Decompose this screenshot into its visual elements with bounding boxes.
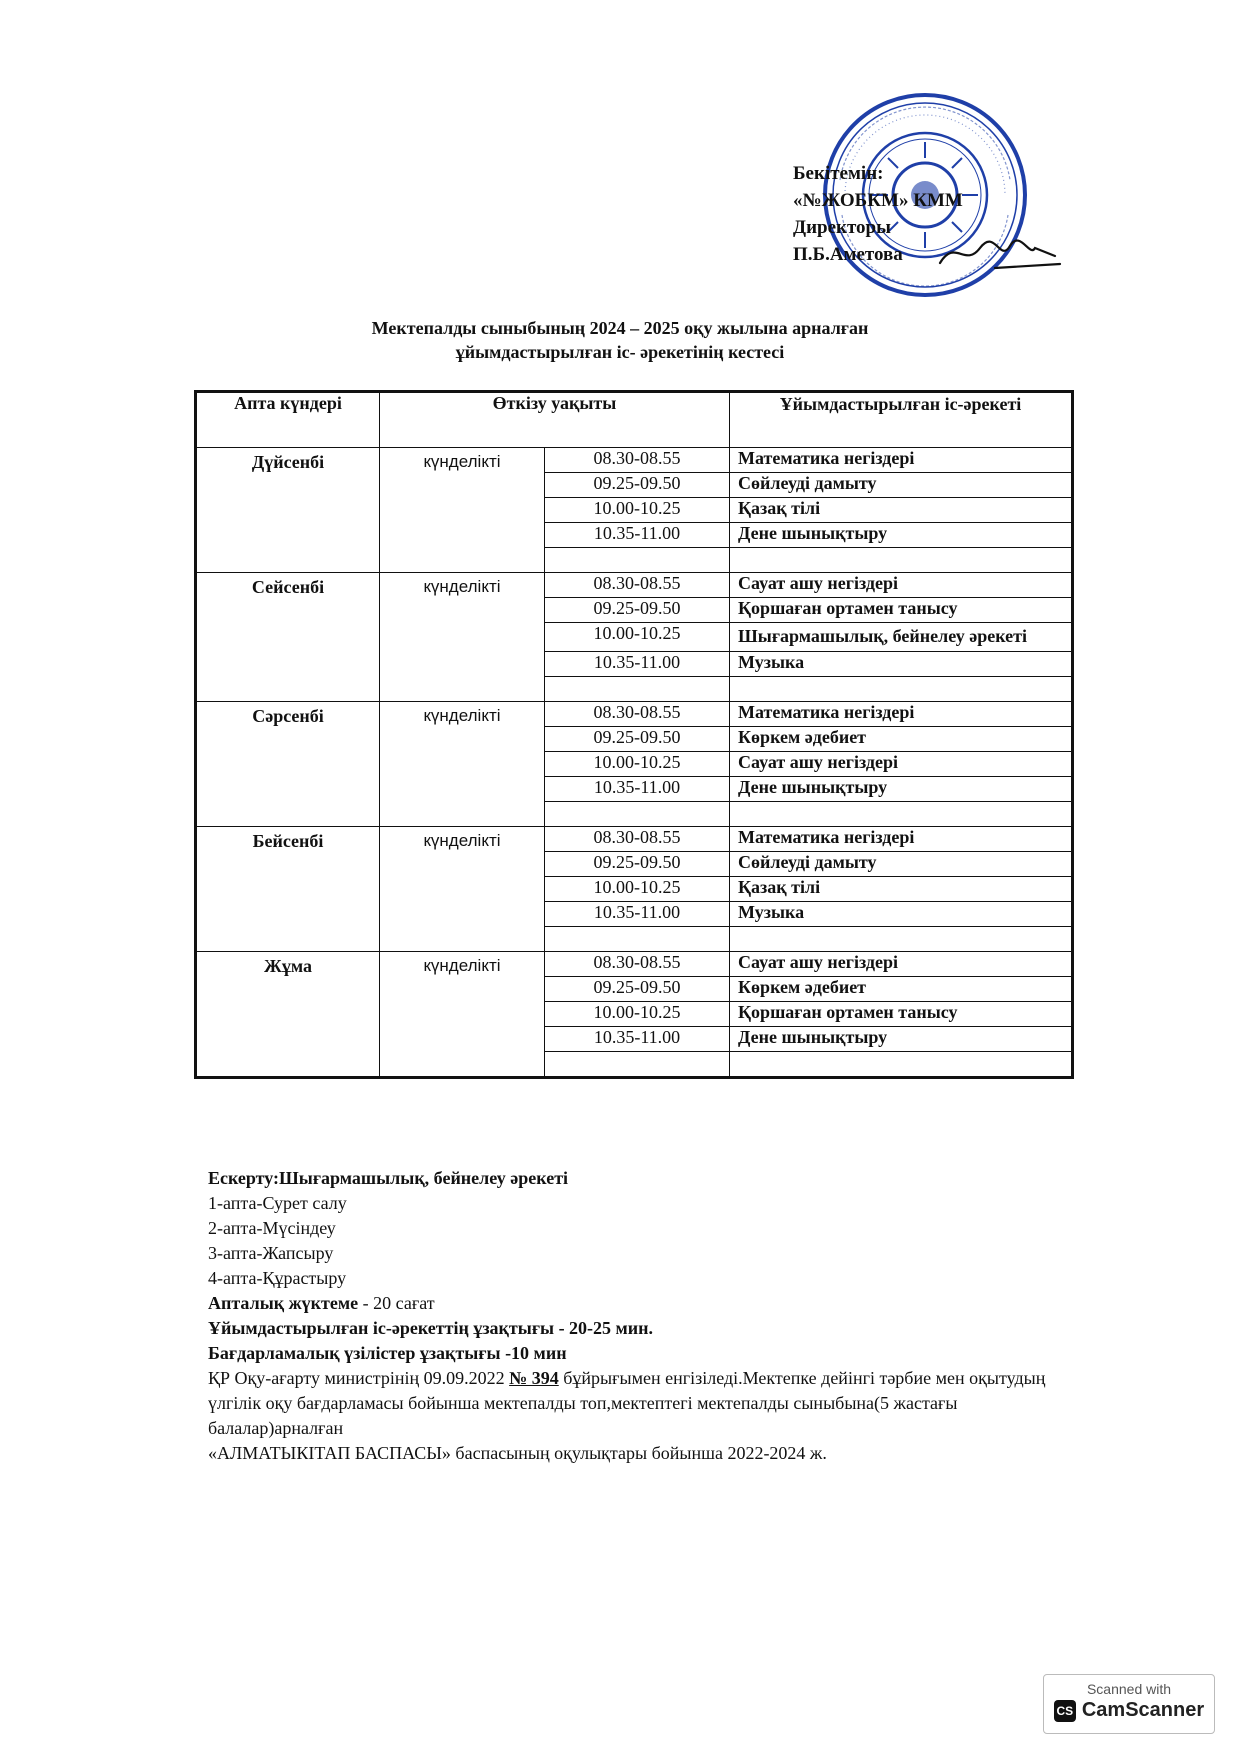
weekly-load-label: Апталық жүктеме	[208, 1293, 359, 1313]
table-row	[196, 448, 1073, 473]
approval-line-4: П.Б.Аметова	[793, 244, 903, 265]
day-frequency: күнделікті	[380, 448, 545, 573]
time-cell: 08.30-08.55	[545, 827, 730, 852]
weekly-load-value: - 20 сағат	[358, 1293, 435, 1313]
day-name: Сәрсенбі	[196, 702, 380, 827]
order-number: № 394	[509, 1368, 559, 1388]
order-paragraph	[208, 1366, 1068, 1466]
subject-cell: Көркем әдебиет	[730, 727, 1073, 752]
subject-cell: Математика негіздері	[730, 827, 1073, 852]
subject-cell: Дене шынықтыру	[730, 523, 1073, 548]
time-cell: 09.25-09.50	[545, 598, 730, 623]
signature-icon	[935, 228, 1065, 278]
subject-cell: Сөйлеуді дамыту	[730, 473, 1073, 498]
header-time: Өткізу уақыты	[380, 392, 730, 448]
time-cell: 10.00-10.25	[545, 752, 730, 777]
order-text-1: ҚР Оқу-ағарту министрінің 09.09.2022	[208, 1368, 510, 1388]
doc-title-line-1: Мектепалды сыныбының 2024 – 2025 оқу жылына арналған	[371, 318, 869, 338]
subject-cell: Сауат ашу негіздері	[730, 952, 1073, 977]
notes-item: 4-апта-Құрастыру	[208, 1268, 347, 1288]
subject-cell: Музыка	[730, 652, 1073, 677]
subject-cell: Математика негіздері	[730, 448, 1073, 473]
breaks-duration	[208, 1341, 1068, 1366]
day-frequency: күнделікті	[380, 573, 545, 702]
time-cell: 09.25-09.50	[545, 473, 730, 498]
time-cell: 10.00-10.25	[545, 877, 730, 902]
subject-cell: Математика негіздері	[730, 702, 1073, 727]
notes-heading: Ескерту:Шығармашылық, бейнелеу әрекеті	[208, 1168, 569, 1188]
activity-duration	[208, 1316, 1068, 1341]
header-activity: Ұйымдастырылған іс-әрекеті	[730, 392, 1073, 448]
order-text-last: «АЛМАТЫКІТАП БАСПАСЫ» баспасының оқулықтары бойынша 2022-2024 ж.	[208, 1443, 827, 1463]
schedule-table	[194, 390, 1074, 1079]
time-cell: 10.35-11.00	[545, 652, 730, 677]
notes-item: 1-апта-Сурет салу	[208, 1193, 347, 1213]
camscanner-small-text: Scanned with	[1086, 1681, 1172, 1697]
subject-cell: Қоршаған ортамен танысу	[730, 1002, 1073, 1027]
time-cell: 08.30-08.55	[545, 952, 730, 977]
day-name: Бейсенбі	[196, 827, 380, 952]
table-row	[196, 702, 1073, 727]
notes-item: 3-апта-Жапсыру	[208, 1243, 334, 1263]
breaks-duration-value: -10 мин	[500, 1343, 567, 1363]
doc-title-line-2: ұйымдастырылған іс- әрекетінің кестесі	[455, 342, 785, 362]
time-cell: 10.35-11.00	[545, 902, 730, 927]
subject-cell: Музыка	[730, 902, 1073, 927]
subject-cell: Қоршаған ортамен танысу	[730, 598, 1073, 623]
subject-cell: Сөйлеуді дамыту	[730, 852, 1073, 877]
approval-line-2: «№ЖОБКМ» КММ	[793, 190, 963, 211]
header-days: Апта күндері	[196, 392, 380, 448]
day-name: Дүйсенбі	[196, 448, 380, 573]
day-frequency: күнделікті	[380, 827, 545, 952]
time-cell: 08.30-08.55	[545, 702, 730, 727]
time-cell: 10.35-11.00	[545, 1027, 730, 1052]
table-row	[196, 827, 1073, 852]
subject-cell: Сауат ашу негіздері	[730, 573, 1073, 598]
subject-cell: Көркем әдебиет	[730, 977, 1073, 1002]
day-name: Жұма	[196, 952, 380, 1078]
subject-cell: Шығармашылық, бейнелеу әрекеті	[730, 623, 1073, 652]
camscanner-watermark	[1043, 1674, 1215, 1734]
time-cell: 09.25-09.50	[545, 727, 730, 752]
time-cell: 08.30-08.55	[545, 573, 730, 598]
time-cell: 10.00-10.25	[545, 623, 730, 652]
time-cell: 09.25-09.50	[545, 852, 730, 877]
day-name: Сейсенбі	[196, 573, 380, 702]
time-cell: 08.30-08.55	[545, 448, 730, 473]
subject-cell: Дене шынықтыру	[730, 777, 1073, 802]
camscanner-brand	[1044, 1699, 1214, 1722]
activity-duration-label: Ұйымдастырылған іс-әрекеттің ұзақтығы	[208, 1318, 555, 1338]
time-cell: 10.00-10.25	[545, 1002, 730, 1027]
time-cell: 10.35-11.00	[545, 523, 730, 548]
order-text-2: бұйрығымен енгізіледі.Мектепке дейінгі тәрбие мен оқытудың үлгілік оқу бағдарламасы бойынша мектепалды топ,мектептегі мектепалды сыныбына(5 жастағы балалар)арналған	[208, 1368, 1046, 1438]
time-cell: 09.25-09.50	[545, 977, 730, 1002]
approval-line-1: Бекітемін:	[793, 163, 884, 184]
day-frequency: күнделікті	[380, 952, 545, 1078]
subject-cell: Дене шынықтыру	[730, 1027, 1073, 1052]
notes-item: 2-апта-Мүсіндеу	[208, 1218, 336, 1238]
weekly-load	[208, 1291, 1068, 1316]
approval-line-3: Директоры	[793, 217, 891, 238]
subject-cell: Қазақ тілі	[730, 877, 1073, 902]
table-row	[196, 573, 1073, 598]
day-frequency: күнделікті	[380, 702, 545, 827]
activity-duration-value: - 20-25 мин.	[554, 1318, 654, 1338]
camscanner-brand-text: CamScanner	[1081, 1699, 1205, 1721]
subject-cell: Сауат ашу негіздері	[730, 752, 1073, 777]
camscanner-logo-icon: CS	[1054, 1700, 1076, 1722]
time-cell: 10.35-11.00	[545, 777, 730, 802]
table-header-row	[196, 392, 1073, 448]
subject-cell: Қазақ тілі	[730, 498, 1073, 523]
table-row	[196, 952, 1073, 977]
time-cell: 10.00-10.25	[545, 498, 730, 523]
notes-block	[208, 1166, 1068, 1366]
breaks-duration-label: Бағдарламалық үзілістер ұзақтығы	[208, 1343, 501, 1363]
